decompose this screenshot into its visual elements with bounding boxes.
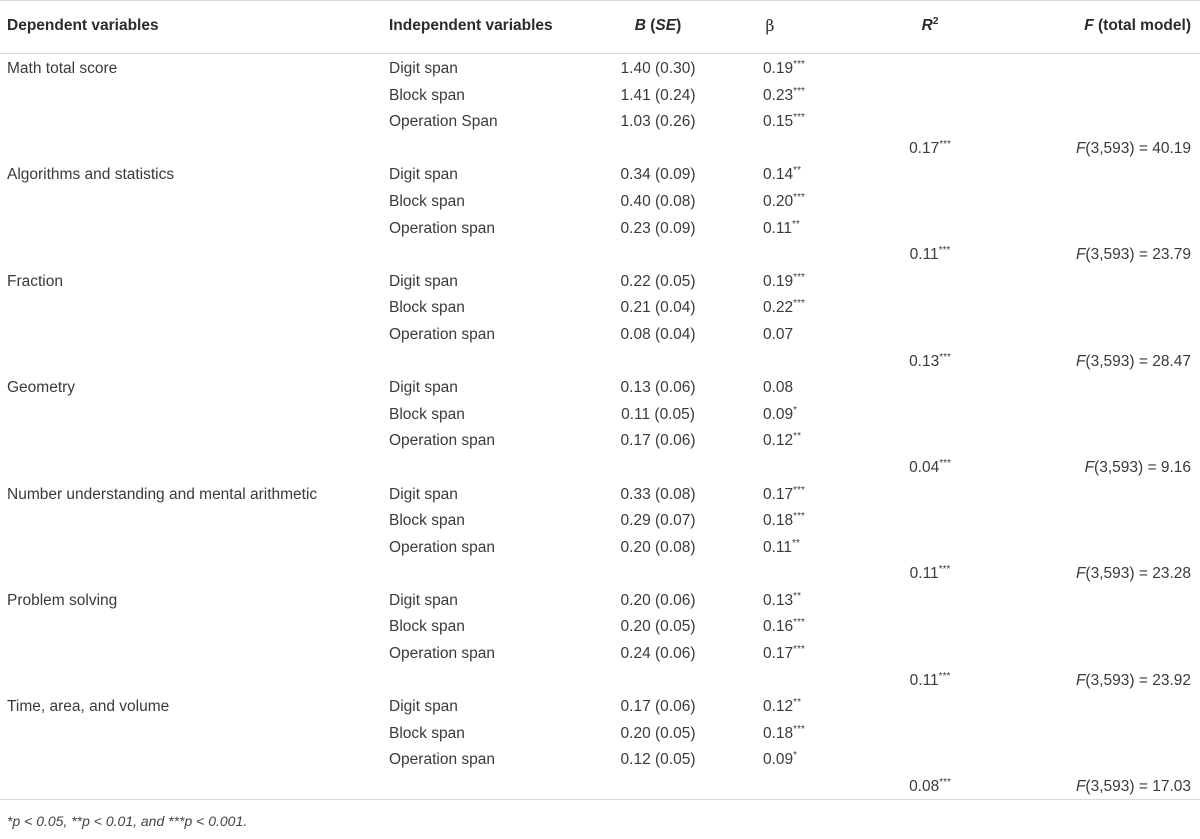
beta-cell bbox=[763, 113, 805, 131]
table-row bbox=[0, 613, 1200, 640]
table-row bbox=[0, 215, 1200, 242]
r2-cell bbox=[860, 778, 1000, 796]
model-summary-row bbox=[0, 135, 1200, 162]
significance-stars: *** bbox=[793, 510, 805, 522]
beta-cell bbox=[763, 645, 805, 663]
dependent-variable-cell: Fraction bbox=[7, 272, 63, 290]
r2-cell bbox=[860, 459, 1000, 477]
beta-cell bbox=[763, 193, 805, 211]
table-row bbox=[0, 108, 1200, 135]
header-f-main: F bbox=[1084, 17, 1094, 34]
header-r2 bbox=[860, 17, 1000, 35]
beta-cell bbox=[763, 618, 805, 636]
significance-stars: * bbox=[793, 750, 798, 762]
b-se-cell: 0.12 (0.05) bbox=[620, 751, 696, 769]
table-row bbox=[0, 294, 1200, 321]
beta-value: 0.16 bbox=[763, 618, 794, 636]
independent-variable-cell: Digit span bbox=[389, 379, 458, 397]
significance-stars: ** bbox=[793, 165, 801, 177]
b-se-cell: 0.29 (0.07) bbox=[620, 512, 696, 530]
table-row bbox=[0, 534, 1200, 561]
beta-value: 0.17 bbox=[763, 645, 794, 663]
significance-stars: *** bbox=[793, 58, 805, 70]
beta-value: 0.19 bbox=[763, 272, 794, 290]
beta-cell bbox=[763, 273, 805, 291]
f-statistic-cell bbox=[1085, 459, 1191, 477]
table-row bbox=[0, 587, 1200, 614]
independent-variable-cell: Block span bbox=[389, 724, 465, 742]
r2-cell bbox=[860, 246, 1000, 264]
b-se-cell: 0.22 (0.05) bbox=[620, 272, 696, 290]
table-row bbox=[0, 401, 1200, 428]
b-se-cell: 0.23 (0.09) bbox=[620, 219, 696, 237]
dependent-variable-cell: Algorithms and statistics bbox=[7, 166, 175, 184]
significance-stars: *** bbox=[793, 112, 805, 124]
significance-stars: ** bbox=[793, 431, 801, 443]
b-se-cell: 0.20 (0.05) bbox=[620, 618, 696, 636]
significance-stars: ** bbox=[793, 697, 801, 709]
beta-cell bbox=[763, 379, 793, 397]
header-dependent: Dependent variables bbox=[7, 17, 159, 34]
beta-value: 0.12 bbox=[763, 698, 794, 716]
b-se-cell: 0.20 (0.06) bbox=[620, 591, 696, 609]
beta-cell bbox=[763, 592, 801, 610]
r2-value: 0.11 bbox=[909, 246, 939, 264]
beta-cell bbox=[763, 220, 800, 238]
beta-value: 0.14 bbox=[763, 166, 794, 184]
model-summary-row bbox=[0, 667, 1200, 694]
beta-value: 0.19 bbox=[763, 60, 794, 77]
table-row bbox=[0, 82, 1200, 109]
significance-stars: ** bbox=[792, 537, 800, 549]
table-body bbox=[0, 55, 1200, 800]
independent-variable-cell: Digit span bbox=[389, 591, 458, 609]
independent-variable-cell: Digit span bbox=[389, 485, 458, 503]
significance-stars: *** bbox=[793, 643, 805, 655]
independent-variable-cell: Operation span bbox=[389, 219, 495, 237]
beta-cell bbox=[763, 166, 801, 184]
f-value: (3,593) = 23.28 bbox=[1085, 565, 1191, 583]
significance-stars: *** bbox=[793, 298, 805, 310]
f-symbol: F bbox=[1075, 352, 1086, 370]
independent-variable-cell: Block span bbox=[389, 512, 465, 530]
header-b-se: B (SE) bbox=[634, 17, 682, 34]
beta-cell bbox=[763, 698, 801, 716]
significance-stars: *** bbox=[938, 670, 951, 682]
dependent-variable-cell: Problem solving bbox=[7, 591, 118, 609]
f-value: (3,593) = 28.47 bbox=[1085, 352, 1191, 370]
table-row bbox=[0, 746, 1200, 773]
beta-cell bbox=[763, 512, 805, 530]
dependent-variable-cell: Time, area, and volume bbox=[7, 698, 170, 716]
model-summary-row bbox=[0, 241, 1200, 268]
f-value: (3,593) = 9.16 bbox=[1094, 458, 1191, 476]
beta-value: 0.22 bbox=[763, 299, 794, 317]
model-summary-row bbox=[0, 454, 1200, 481]
b-se-cell: 0.34 (0.09) bbox=[620, 166, 696, 184]
significance-stars: *** bbox=[939, 138, 951, 150]
table-row bbox=[0, 507, 1200, 534]
beta-value: 0.20 bbox=[763, 192, 794, 210]
beta-value: 0.18 bbox=[763, 512, 794, 530]
header-beta: β bbox=[765, 17, 775, 35]
table-header bbox=[0, 0, 1200, 54]
r2-value: 0.11 bbox=[909, 671, 939, 689]
b-se-cell: 0.40 (0.08) bbox=[620, 192, 696, 210]
header-r2-sup: 2 bbox=[932, 15, 939, 27]
significance-stars: ** bbox=[792, 218, 800, 230]
significance-stars: *** bbox=[793, 191, 805, 203]
model-summary-row bbox=[0, 773, 1200, 800]
f-statistic-cell bbox=[1076, 353, 1191, 371]
beta-value: 0.11 bbox=[763, 538, 793, 556]
beta-cell bbox=[763, 87, 805, 105]
significance-stars: ** bbox=[793, 590, 801, 602]
header-independent: Independent variables bbox=[389, 17, 553, 34]
table-row bbox=[0, 268, 1200, 295]
f-symbol: F bbox=[1075, 671, 1086, 689]
beta-cell bbox=[763, 539, 800, 557]
r2-cell bbox=[860, 565, 1000, 583]
b-se-cell: 0.20 (0.05) bbox=[620, 724, 696, 742]
b-se-cell: 0.17 (0.06) bbox=[620, 698, 696, 716]
f-statistic-cell bbox=[1076, 140, 1191, 158]
model-summary-row bbox=[0, 560, 1200, 587]
beta-value: 0.08 bbox=[763, 379, 794, 397]
beta-value: 0.15 bbox=[763, 113, 794, 131]
table-row bbox=[0, 374, 1200, 401]
f-symbol: F bbox=[1075, 246, 1086, 264]
table-row bbox=[0, 55, 1200, 82]
table-row bbox=[0, 321, 1200, 348]
b-se-cell: 0.17 (0.06) bbox=[620, 432, 696, 450]
significance-stars: *** bbox=[793, 271, 805, 283]
independent-variable-cell: Operation span bbox=[389, 432, 495, 450]
significance-stars: *** bbox=[793, 617, 805, 629]
independent-variable-cell: Block span bbox=[389, 299, 465, 317]
beta-value: 0.17 bbox=[763, 485, 794, 503]
b-se-cell: 0.20 (0.08) bbox=[620, 538, 696, 556]
table-row bbox=[0, 161, 1200, 188]
header-f bbox=[1084, 17, 1191, 35]
independent-variable-cell: Digit span bbox=[389, 166, 458, 184]
b-se-cell: 0.08 (0.04) bbox=[620, 325, 696, 343]
f-value: (3,593) = 23.92 bbox=[1085, 671, 1191, 689]
b-se-cell: 0.24 (0.06) bbox=[620, 645, 696, 663]
independent-variable-cell: Operation span bbox=[389, 538, 495, 556]
independent-variable-cell: Operation span bbox=[389, 645, 495, 663]
beta-value: 0.09 bbox=[763, 751, 794, 769]
r2-value: 0.11 bbox=[909, 565, 939, 583]
significance-stars: *** bbox=[793, 484, 805, 496]
significance-stars: *** bbox=[939, 776, 951, 788]
beta-value: 0.07 bbox=[763, 325, 794, 343]
b-se-cell: 0.13 (0.06) bbox=[620, 379, 696, 397]
b-se-cell: 1.40 (0.30) bbox=[620, 60, 696, 77]
table-row bbox=[0, 481, 1200, 508]
independent-variable-cell: Digit span bbox=[389, 60, 458, 77]
f-statistic-cell bbox=[1076, 246, 1191, 264]
significance-stars: * bbox=[793, 404, 798, 416]
table-row bbox=[0, 720, 1200, 747]
significance-stars: *** bbox=[939, 351, 951, 363]
independent-variable-cell: Block span bbox=[389, 618, 465, 636]
r2-value: 0.17 bbox=[909, 139, 940, 157]
significance-stars: *** bbox=[938, 564, 951, 576]
header-f-rest: (total model) bbox=[1093, 17, 1191, 34]
b-se-cell: 1.03 (0.26) bbox=[620, 113, 696, 131]
r2-value: 0.04 bbox=[909, 458, 940, 476]
dependent-variable-cell: Number understanding and mental arithmetic bbox=[7, 485, 318, 503]
significance-stars: *** bbox=[939, 457, 951, 469]
table-row bbox=[0, 693, 1200, 720]
r2-value: 0.08 bbox=[909, 778, 940, 796]
f-value: (3,593) = 23.79 bbox=[1085, 246, 1191, 264]
b-se-cell: 0.33 (0.08) bbox=[620, 485, 696, 503]
independent-variable-cell: Digit span bbox=[389, 272, 458, 290]
r2-cell bbox=[860, 353, 1000, 371]
beta-value: 0.11 bbox=[763, 219, 793, 237]
beta-cell bbox=[763, 60, 805, 78]
f-symbol: F bbox=[1075, 139, 1086, 157]
f-value: (3,593) = 17.03 bbox=[1085, 778, 1191, 796]
beta-value: 0.18 bbox=[763, 724, 794, 742]
table-row bbox=[0, 640, 1200, 667]
independent-variable-cell: Operation Span bbox=[389, 113, 498, 131]
dependent-variable-cell: Math total score bbox=[7, 60, 118, 77]
beta-cell bbox=[763, 432, 801, 450]
beta-cell bbox=[763, 326, 793, 344]
header-b-main: B bbox=[634, 17, 646, 34]
table-footnote: *p < 0.05, **p < 0.01, and ***p < 0.001. bbox=[7, 813, 248, 829]
independent-variable-cell: Operation span bbox=[389, 325, 495, 343]
f-symbol: F bbox=[1084, 458, 1095, 476]
beta-value: 0.09 bbox=[763, 405, 794, 423]
r2-cell bbox=[860, 140, 1000, 158]
independent-variable-cell: Block span bbox=[389, 192, 465, 210]
beta-value: 0.12 bbox=[763, 432, 794, 450]
beta-cell bbox=[763, 299, 805, 317]
beta-value: 0.23 bbox=[763, 86, 794, 104]
dependent-variable-cell: Geometry bbox=[7, 379, 76, 397]
beta-value: 0.13 bbox=[763, 591, 794, 609]
significance-stars: *** bbox=[793, 85, 805, 97]
independent-variable-cell: Block span bbox=[389, 86, 465, 104]
f-statistic-cell bbox=[1076, 565, 1191, 583]
beta-cell bbox=[763, 406, 797, 424]
beta-cell bbox=[763, 725, 805, 743]
model-summary-row bbox=[0, 348, 1200, 375]
b-se-cell: 1.41 (0.24) bbox=[620, 86, 696, 104]
b-se-cell: 0.11 (0.05) bbox=[621, 405, 695, 423]
f-statistic-cell bbox=[1076, 778, 1191, 796]
independent-variable-cell: Operation span bbox=[389, 751, 495, 769]
f-statistic-cell bbox=[1076, 672, 1191, 690]
table-row bbox=[0, 188, 1200, 215]
header-r2-main: R bbox=[921, 17, 933, 34]
f-symbol: F bbox=[1075, 778, 1086, 796]
table-row bbox=[0, 427, 1200, 454]
header-b-se-italic: SE bbox=[655, 17, 677, 34]
b-se-cell: 0.21 (0.04) bbox=[620, 299, 696, 317]
significance-stars: *** bbox=[793, 723, 805, 735]
r2-value: 0.13 bbox=[909, 352, 940, 370]
r2-cell bbox=[860, 672, 1000, 690]
independent-variable-cell: Block span bbox=[389, 405, 465, 423]
f-symbol: F bbox=[1075, 565, 1086, 583]
beta-cell bbox=[763, 486, 805, 504]
independent-variable-cell: Digit span bbox=[389, 698, 458, 716]
significance-stars: *** bbox=[938, 245, 951, 256]
beta-cell bbox=[763, 751, 797, 769]
f-value: (3,593) = 40.19 bbox=[1085, 139, 1191, 157]
